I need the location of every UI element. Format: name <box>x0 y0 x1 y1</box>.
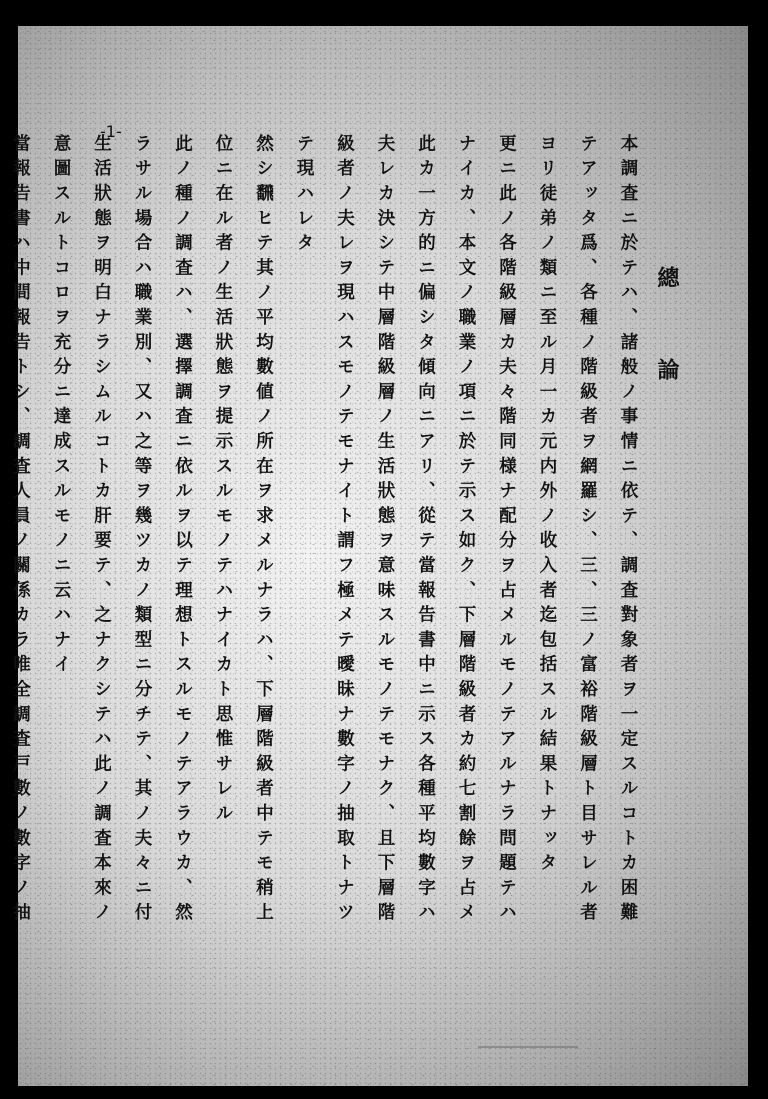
body-text <box>10 134 648 1014</box>
text-line: 此カ一方的ニ偏シタ傾向ニアリ、從テ當報告書中ニ示ス各種平均數字ハ <box>415 134 436 928</box>
text-line: 位ニ在ル者ノ生活狀態ヲ提示スルモノテハナイカト思惟サレル <box>213 134 233 829</box>
text-line: ヨリ徒弟ノ類ニ至ル月一カ元内外ノ收入者迄包括スル結果トナッタ <box>537 134 557 878</box>
text-line: 當報告書ハ中間報告トシ、調査人員ノ關係カラ唯全調査戸數ノ數字ノ抽 <box>10 134 31 928</box>
text-line: テ現ハレタ <box>294 134 314 258</box>
text-line: ナイカ、本文ノ職業ノ項ニ於テ示ス如ク、下層階級者カ約七割餘ヲ占メ <box>456 134 476 928</box>
text-line: 本調査ニ於テハ、諸般ノ事情ニ依テ、調査對象者ヲ一定スルコトカ困難 <box>618 134 638 928</box>
text-line: 夫レカ決シテ中層階級層ノ生活狀態ヲ意味スルモノテモナク、且下層階 <box>375 134 395 928</box>
text-line: 級者ノ夫レヲ現ハスモノテモナイト謂フ極メテ曖昧ナ數字ノ抽取トナツ <box>334 134 355 928</box>
text-line: 生活狀態ヲ明白ナラシムルコトカ肝要テ、之ナクシテハ此ノ調査本來ノ <box>91 134 112 928</box>
text-line: テアッタ爲、各種ノ階級者ヲ網羅シ、三、三ノ富裕階級層ト目サレル者 <box>577 134 598 928</box>
text-line: 更ニ此ノ各階級層カ夫々階同様ナ配分ヲ占メルモノテアルナラ問題テハ <box>496 134 517 928</box>
page-number: -1- <box>100 122 122 141</box>
text-line: 然シ飜ヒテ其ノ平均數値ノ所在ヲ求メルナラハ、下層階級者中テモ稍上 <box>253 134 274 928</box>
text-line: ラサル場合ハ職業別、又ハ之等ヲ幾ツカノ類型ニ分チテ、其ノ夫々ニ付 <box>132 134 152 928</box>
document-page <box>10 26 748 1086</box>
text-line: 意圖スルトコロヲ充分ニ達成スルモノニ云ハナイ <box>51 134 71 680</box>
section-heading: 總論 <box>654 266 680 450</box>
footer-rule <box>478 1046 578 1048</box>
text-line: 此ノ種ノ調査ハ、選擇調査ニ依ルヲ以テ理想トスルモノテアラウカ、然 <box>172 134 193 928</box>
